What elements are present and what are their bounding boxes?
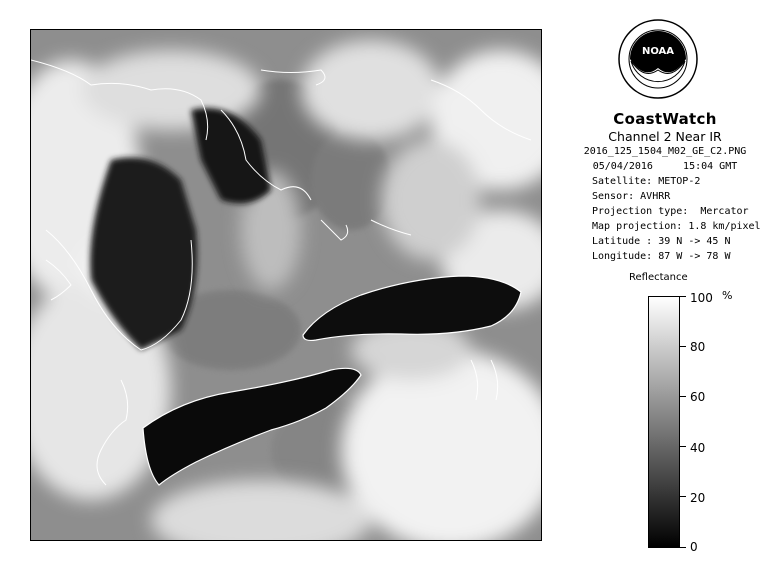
colorbar-tick-60: 60 xyxy=(690,390,706,404)
colorbar-tickmark xyxy=(680,547,686,548)
colorbar-tickmark xyxy=(680,446,686,447)
colorbar-title: Reflectance xyxy=(629,272,688,283)
colorbar-tick-20: 20 xyxy=(690,491,706,505)
longitude: Longitude: 87 W -> 78 W xyxy=(592,251,731,262)
map-projection: Map projection: 1.8 km/pixel xyxy=(592,221,761,232)
latitude: Latitude : 39 N -> 45 N xyxy=(592,236,731,247)
noaa-logo-icon xyxy=(617,18,699,100)
colorbar-tickmark xyxy=(680,396,686,397)
colorbar-tick-0: 0 xyxy=(690,540,698,554)
svg-text:NOAA: NOAA xyxy=(641,46,675,57)
satellite: Satellite: METOP-2 xyxy=(592,176,701,187)
colorbar-tick-100: 100 xyxy=(690,291,713,305)
colorbar-tick-80: 80 xyxy=(690,340,706,354)
colorbar-tickmark xyxy=(680,346,686,347)
subtitle: Channel 2 Near IR xyxy=(608,129,722,144)
colorbar-tickmark xyxy=(680,296,686,297)
colorbar-unit: % xyxy=(722,289,733,302)
satellite-image xyxy=(30,29,542,541)
projection-type: Projection type: Mercator xyxy=(592,206,749,217)
sensor: Sensor: AVHRR xyxy=(592,191,671,202)
colorbar-tickmark xyxy=(680,496,686,497)
datetime: 05/04/2016 15:04 GMT xyxy=(592,161,738,172)
satellite-map xyxy=(31,30,542,541)
colorbar-tick-40: 40 xyxy=(690,441,706,455)
info-panel xyxy=(560,110,770,264)
colorbar xyxy=(648,296,680,548)
title: CoastWatch xyxy=(613,110,717,128)
filename: 2016_125_1504_M02_GE_C2.PNG xyxy=(583,146,747,157)
